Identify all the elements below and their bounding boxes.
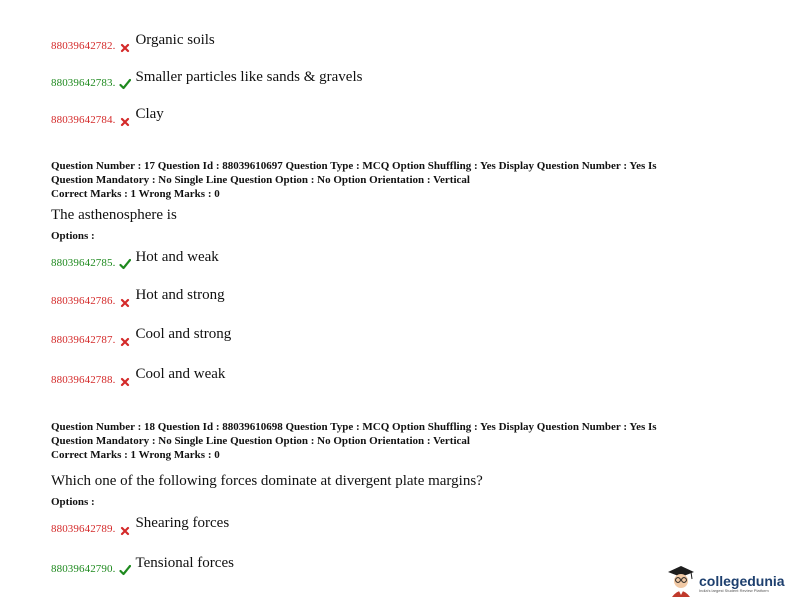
meta-line: Question Number : 17 Question Id : 88039610697 Question Type : MCQ Option Shuffling : Yes Display Question Number : Yes Is <box>51 160 657 172</box>
check-icon <box>119 256 131 270</box>
option-row <box>51 363 225 387</box>
mascot-icon <box>666 564 696 603</box>
question-meta <box>51 420 751 462</box>
cross-icon <box>119 294 131 308</box>
question-text: The asthenosphere is <box>51 207 177 223</box>
option-id: 88039642784. <box>51 114 116 126</box>
option-row <box>51 29 215 53</box>
check-icon <box>119 76 131 90</box>
collegedunia-logo <box>666 565 786 601</box>
logo-name: collegedunia <box>699 572 785 589</box>
option-id: 88039642790. <box>51 563 116 575</box>
cross-icon <box>119 39 131 53</box>
option-id: 88039642783. <box>51 77 116 89</box>
option-row <box>51 284 225 308</box>
option-text: Organic soils <box>135 32 215 48</box>
option-id: 88039642789. <box>51 523 116 535</box>
meta-line: Question Number : 18 Question Id : 88039610698 Question Type : MCQ Option Shuffling : Yes Display Question Number : Yes Is <box>51 421 657 433</box>
option-text: Clay <box>135 106 164 122</box>
option-text: Hot and weak <box>135 249 219 265</box>
marks-line: Correct Marks : 1 Wrong Marks : 0 <box>51 188 220 200</box>
options-label: Options : <box>51 496 95 508</box>
option-row <box>51 512 229 536</box>
meta-line: Question Mandatory : No Single Line Question Option : No Option Orientation : Vertical <box>51 435 470 447</box>
option-row <box>51 246 219 270</box>
option-id: 88039642786. <box>51 295 116 307</box>
cross-icon <box>119 113 131 127</box>
option-id: 88039642782. <box>51 40 116 52</box>
logo-tagline: India's largest Student Review Platform <box>699 587 769 593</box>
option-text: Smaller particles like sands & gravels <box>135 69 363 85</box>
option-id: 88039642787. <box>51 334 116 346</box>
cross-icon <box>119 333 131 347</box>
question-text: Which one of the following forces dominate at divergent plate margins? <box>51 473 483 489</box>
option-text: Tensional forces <box>135 555 234 571</box>
options-label: Options : <box>51 230 95 242</box>
option-row <box>51 323 231 347</box>
option-text: Shearing forces <box>135 515 230 531</box>
cross-icon <box>119 522 131 536</box>
option-text: Cool and weak <box>135 366 226 382</box>
meta-line: Question Mandatory : No Single Line Question Option : No Option Orientation : Vertical <box>51 174 470 186</box>
question-meta <box>51 159 751 201</box>
check-icon <box>119 562 131 576</box>
option-row <box>51 103 164 127</box>
marks-line: Correct Marks : 1 Wrong Marks : 0 <box>51 449 220 461</box>
option-row <box>51 552 234 576</box>
option-text: Hot and strong <box>135 287 225 303</box>
option-text: Cool and strong <box>135 326 232 342</box>
cross-icon <box>119 373 131 387</box>
option-row <box>51 66 362 90</box>
option-id: 88039642785. <box>51 257 116 269</box>
option-id: 88039642788. <box>51 374 116 386</box>
